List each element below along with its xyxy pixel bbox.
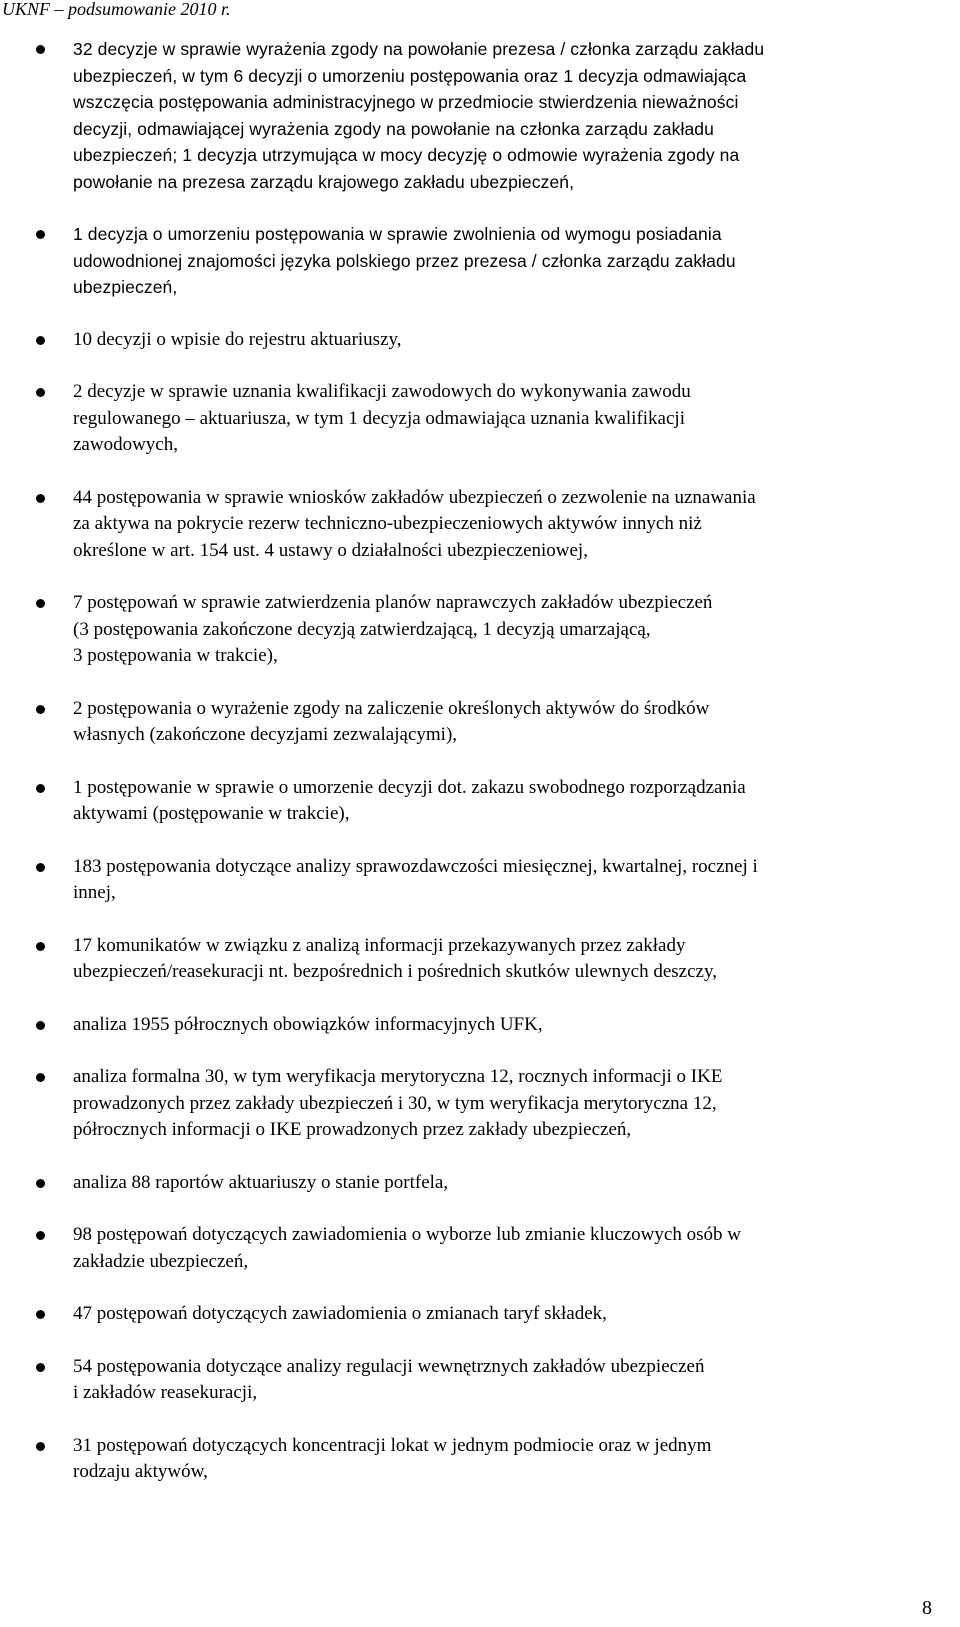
bullet-icon [36,784,45,793]
list-item-line: zawodowych, [73,434,178,455]
list-item-line: ubezpieczeń/reasekuracji nt. bezpośrednich i pośrednich skutków ulewnych deszczy, [73,961,717,982]
list-item [0,1222,960,1275]
bullet-icon [36,599,45,608]
bullet-icon [36,1442,45,1451]
bullet-icon [36,1021,45,1030]
list-item-line: 7 postępowań w sprawie zatwierdzenia planów naprawczych zakładów ubezpieczeń [73,592,713,613]
list-item [0,1064,960,1144]
list-item [0,379,960,459]
list-item [0,1433,960,1486]
list-item-line: ubezpieczeń; 1 decyzja utrzymująca w mocy decyzję o odmowie wyrażenia zgody na [73,145,740,165]
page-number: 8 [922,1597,932,1619]
list-item [0,327,960,354]
bullet-icon [36,388,45,397]
list-item [0,933,960,986]
list-item [0,1301,960,1328]
list-item-line: 1 decyzja o umorzeniu postępowania w sprawie zwolnienia od wymogu posiadania [73,224,722,244]
list-item-line: decyzji, odmawiającej wyrażenia zgody na powołanie na członka zarządu zakładu [73,118,714,139]
bullet-icon [36,1179,45,1188]
list-item-line: 54 postępowania dotyczące analizy regulacji wewnętrznych zakładów ubezpieczeń [73,1355,705,1377]
bullet-icon [36,45,45,54]
list-item-line: ubezpieczeń, [73,277,178,297]
bullet-icon [36,1363,45,1372]
bullet-icon [36,494,45,503]
list-item [0,854,960,907]
list-item-line: udowodnionej znajomości języka polskiego przez prezesa / członka zarządu zakładu [73,250,736,271]
list-item-line: 2 postępowania o wyrażenie zgody na zaliczenie określonych aktywów do środków [73,697,710,719]
list-item-line: regulowanego – aktuariusza, w tym 1 decyzja odmawiająca uznania kwalifikacji [73,407,685,429]
list-item [0,485,960,565]
list-item-line: ubezpieczeń, w tym 6 decyzji o umorzeniu postępowania oraz 1 decyzja odmawiająca [73,65,747,86]
list-item-line: 183 postępowania dotyczące analizy sprawozdawczości miesięcznej, kwartalnej, rocznej i [73,855,758,877]
list-item-line: (3 postępowania zakończone decyzją zatwierdzającą, 1 decyzją umarzającą, [73,618,651,640]
list-item-line: 32 decyzje w sprawie wyrażenia zgody na powołanie prezesa / członka zarządu zakładu [73,39,765,59]
list-item [0,1170,960,1197]
list-item-line: powołanie na prezesa zarządu krajowego zakładu ubezpieczeń, [73,171,575,192]
bullet-icon [36,863,45,872]
bullet-icon [36,230,45,239]
bullet-icon [36,705,45,714]
list-item-line: wszczęcia postępowania administracyjnego w przedmiocie stwierdzenia nieważności [73,92,739,112]
list-item-line: 17 komunikatów w związku z analizą informacji przekazywanych przez zakłady [73,934,686,956]
list-item-line: analiza 88 raportów aktuariuszy o stanie portfela, [73,1171,449,1193]
list-item-line: 1 postępowanie w sprawie o umorzenie decyzji dot. zakazu swobodnego rozporządzania [73,776,746,798]
list-item [0,221,960,301]
list-item [0,775,960,828]
list-item-line: 47 postępowań dotyczących zawiadomienia o zmianach taryf składek, [73,1303,607,1324]
list-item [0,1012,960,1039]
list-item-line: analiza 1955 półrocznych obowiązków informacyjnych UFK, [73,1013,543,1035]
bullet-icon [36,1231,45,1240]
list-item [0,696,960,749]
bullet-icon [36,942,45,951]
list-item [0,1354,960,1407]
list-item-line: innej, [73,882,116,903]
list-item-line: i zakładów reasekuracji, [73,1382,258,1403]
list-item-line: 31 postępowań dotyczących koncentracji lokat w jednym podmiocie oraz w jednym [73,1434,712,1456]
list-item-line: aktywami (postępowanie w trakcie), [73,803,350,824]
page-header: UKNF – podsumowanie 2010 r. [2,0,231,19]
list-item-line: półrocznych informacji o IKE prowadzonych przez zakłady ubezpieczeń, [73,1119,632,1140]
list-item-line: 10 decyzji o wpisie do rejestru aktuariuszy, [73,328,402,350]
bullet-icon [36,1310,45,1319]
list-item [0,36,960,195]
bullet-icon [36,336,45,345]
list-item-line: zakładzie ubezpieczeń, [73,1250,249,1272]
list-item-line: 2 decyzje w sprawie uznania kwalifikacji zawodowych do wykonywania zawodu [73,381,691,402]
list-item-line: rodzaju aktywów, [73,1461,208,1482]
list-item-line: 3 postępowania w trakcie), [73,645,278,666]
list-item-line: prowadzonych przez zakłady ubezpieczeń i 30, w tym weryfikacja merytoryczna 12, [73,1092,717,1114]
list-item-line: określone w art. 154 ust. 4 ustawy o działalności ubezpieczeniowej, [73,539,588,561]
bullet-icon [36,1073,45,1082]
list-item-line: za aktywa na pokrycie rezerw techniczno-ubezpieczeniowych aktywów innych niż [73,513,702,534]
list-item-line: 98 postępowań dotyczących zawiadomienia o wyborze lub zmianie kluczowych osób w [73,1224,741,1245]
bullet-list [0,36,960,1512]
list-item-line: 44 postępowania w sprawie wniosków zakładów ubezpieczeń o zezwolenie na uznawania [73,486,756,508]
list-item-line: własnych (zakończone decyzjami zezwalającymi), [73,724,458,745]
list-item-line: analiza formalna 30, w tym weryfikacja merytoryczna 12, rocznych informacji o IKE [73,1066,723,1087]
list-item [0,590,960,670]
